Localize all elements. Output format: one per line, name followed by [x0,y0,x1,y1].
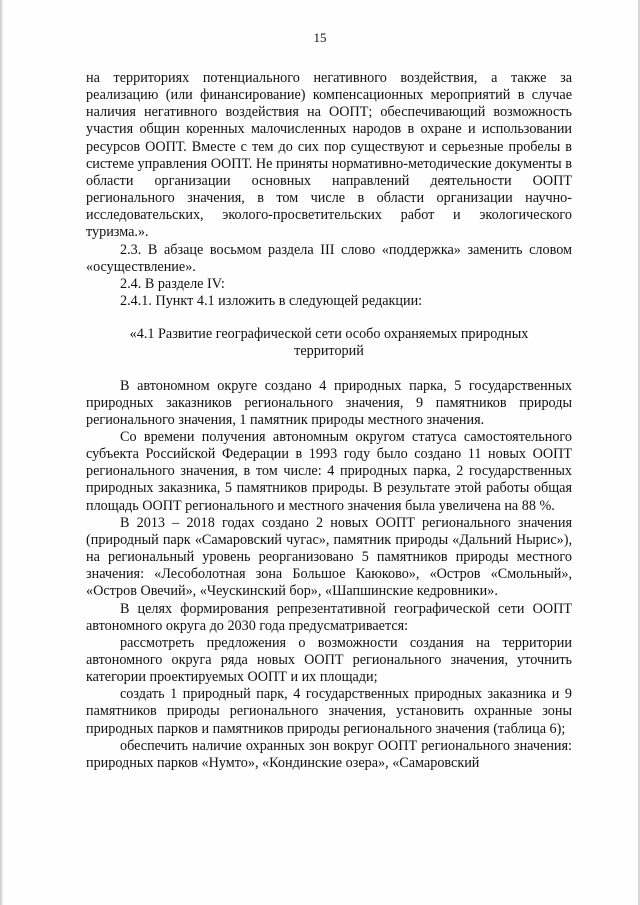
list-item-consider: рассмотреть предложения о возможности создания на территории автономного округа ряда новых ООПТ регионального значения, уточнить категории проектируемых ООПТ и их площади; [86,634,572,686]
paragraph-continuation: на территориях потенциального негативного воздействия, а также за реализацию (или финансирование) компенсационных мероприятий в случае наличия негативного воздействия на ООПТ; обеспечивающий возможность участия общин коренных малочисленных народов в охране и использовании ресурсов ООПТ. Вместе с тем до сих пор существуют и серьезные пробелы в системе управления ООПТ. Не приняты нормативно-методические документы в области организации основных направлений деятельности ООПТ регионального значения, в том числе в области организации научно-исследовательских, эколого-просветительских работ и экологического туризма.». [86,70,572,241]
paragraph-2-4-1: 2.4.1. Пункт 4.1 изложить в следующей редакции: [120,293,423,310]
section-heading: «4.1 Развитие географической сети особо охраняемых природных территорий [129,326,529,360]
paragraph-goals-2030: В целях формирования репрезентативной географической сети ООПТ автономного округа до 2030 года предусматривается: [86,600,572,634]
list-item-ensure: обеспечить наличие охранных зон вокруг ООПТ регионального значения: природных парков «Нумто», «Кондинские озера», «Самаровский [86,737,572,771]
document-body [86,70,572,772]
paragraph-parks-count: В автономном округе создано 4 природных парка, 5 государственных природных заказников регионального значения, 9 памятников природы регионального значения, 1 памятник природы местного значения. [86,377,572,428]
paragraph-since-1993: Со времени получения автономным округом статуса самостоятельного субъекта Российской Федерации в 1993 году было создано 11 новых ООПТ регионального значения, в том числе: 4 природных парка, 2 государственных природных заказника, 5 памятников природы. В результате этой работы общая площадь ООПТ регионального и местного значения была увеличена на 88 %. [86,428,572,514]
paragraph-2-4: 2.4. В разделе IV: [120,275,225,292]
paragraph-2013-2018: В 2013 – 2018 годах создано 2 новых ООПТ регионального значения (природный парк «Самаровский чугас», памятник природы «Дальний Нырис»), на региональный уровень реорганизовано 5 памятников природы местного значения: «Лесоболотная зона Большое Каюково», «Остров «Смольный», «Остров Овечий», «Чеускинский бор», «Шапшинские кедровники». [86,514,572,600]
page-edge-left [0,0,3,905]
page-number: 15 [313,30,327,45]
list-item-create: создать 1 природный парк, 4 государственных природных заказника и 9 памятников природы регионального значения, установить охранные зоны природных парков и памятников природы регионального значения (таблица 6); [86,686,572,737]
paragraph-2-3: 2.3. В абзаце восьмом раздела III слово «поддержка» заменить словом «осуществление». [86,241,572,275]
